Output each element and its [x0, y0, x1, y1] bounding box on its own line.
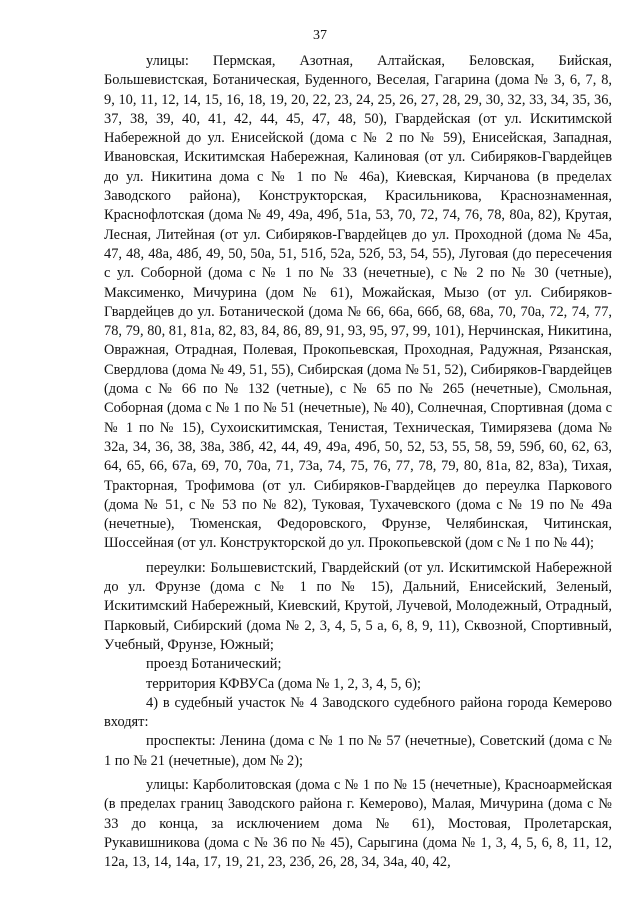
document-body [104, 52, 612, 872]
paragraph-streets-section-4: улицы: Карболитовская (дома с № 1 по № 15 (нечетные), Красноармейская (в пределах границ Заводского района г. Кемерово), Малая, Мичурина (дома с № 33 до конца, за исключением дома № 61), Мостовая, Пролетарская, Рукавишникова (дома с № 36 по № 45), Сарыгина (дома № 1, 3, 4, 5, 6, 8, 11, 12, 12а, 13, 14, 14а, 17, 19, 21, 23, 23б, 26, 28, 34, 34а, 40, 42, [104, 776, 612, 871]
page-number: 37 [313, 28, 327, 43]
paragraph-section-4-heading: 4) в судебный участок № 4 Заводского судебного района города Кемерово входят: [104, 694, 612, 731]
paragraph-avenues: проспекты: Ленина (дома с № 1 по № 57 (нечетные), Советский (дома с № 1 по № 21 (нечетные), дом № 2); [104, 733, 612, 769]
paragraph-territory: территория КФВУСа (дома № 1, 2, 3, 4, 5, 6); [146, 675, 422, 692]
paragraph-passage: проезд Ботанический; [146, 656, 282, 673]
paragraph-lanes: переулки: Большевистский, Гвардейский (от ул. Искитимской Набережной до ул. Фрунзе (дома с № 1 по № 15), Дальний, Енисейский, Зеленый, Искитимский Набережный, Киевский, Крутой, Лучевой, Молодежный, Отрадный, Парковый, Сибирский (дома № 2, 3, 4, 5, 5 а, 6, 8, 9, 11), Сквозной, Спортивный, Учебный, Фрунзе, Южный; [104, 559, 612, 653]
paragraph-streets: улицы: Пермская, Азотная, Алтайская, Беловская, Бийская, Большевистская, Ботаническая, Буденного, Веселая, Гагарина (дома № 3, 6, 7, 8, 9, 10, 11, 12, 14, 15, 16, 18, 19, 20, 22, 23, 24, 25, 26, 27, 28, 29, 30, 32, 33, 34, 35, 36, 37, 38, 39, 40, 41, 42, 44, 45, 47, 48, 50), Гвардейская (от ул. Искитимской Набережной до ул. Енисейской (дома с № 2 по № 59), Енисейская, Западная, Ивановская, Искитимская Набережная, Калиновая (от ул. Сибиряков-Гвардейцев до ул. Никитина дома с № 1 по № 46а), Киевская, Кирчанова (в пределах Заводского района), Конструкторская, Красильникова, Краснознаменная, Краснофлотская (дома № 49, 49а, 49б, 51а, 53, 70, 72, 74, 76, 78, 80а, 82), Крутая, Лесная, Литейная (от ул. Сибиряков-Гвардейцев до ул. Проходной (дома № 45а, 47, 48, 48а, 48б, 49, 50, 50а, 51, 51б, 52а, 52б, 53, 54, 55), Луговая (до пересечения с ул. Соборной (дома с № 1 по № 33 (нечетные), с № 2 по № 30 (четные), Максименко, Мичурина (дом № 61), Можайская, Мызо (от ул. Сибиряков-Гвардейцев до ул. Ботанической (дома № 66, 66а, 66б, 68, 68а, 70, 70а, 72, 74, 77, 78, 79, 80, 81, 81а, 82, 83, 84, 86, 89, 91, 93, 95, 97, 99, 101), Нерчинская, Никитина, Овражная, Отрадная, Полевая, Прокопьевская, Проходная, Радужная, Рязанская, Свердлова (дома № 49, 51, 55), Сибирская (дома № 51, 52), Сибиряков-Гвардейцев (дома с № 66 по № 132 (четные), с № 65 по № 265 (нечетные), Смольная, Соборная (дома с № 1 по № 51 (нечетные), № 40), Солнечная, Спортивная (дома с № 1 по № 15), Сухоискитимская, Тенистая, Техническая, Тимирязева (дома № 32а, 34, 36, 38, 38а, 38б, 42, 44, 49, 49а, 49б, 50, 52, 53, 55, 58, 59, 59б, 60, 62, 63, 64, 65, 66, 67а, 69, 70, 70а, 71, 73а, 74, 75, 76, 77, 78, 79, 80, 81а, 82, 83а), Тихая, Тракторная, Трофимова (от ул. Сибиряков-Гвардейцев до переулка Паркового (дома № 51, с № 53 по № 82), Туковая, Тухачевского (дома с № 19 по № 49а (нечетные), Тюменская, Федоровского, Фрунзе, Челябинская, Читинская, Шоссейная (от ул. Конструкторской до ул. Прокопьевской (дом с № 1 по № 44); [104, 53, 612, 552]
